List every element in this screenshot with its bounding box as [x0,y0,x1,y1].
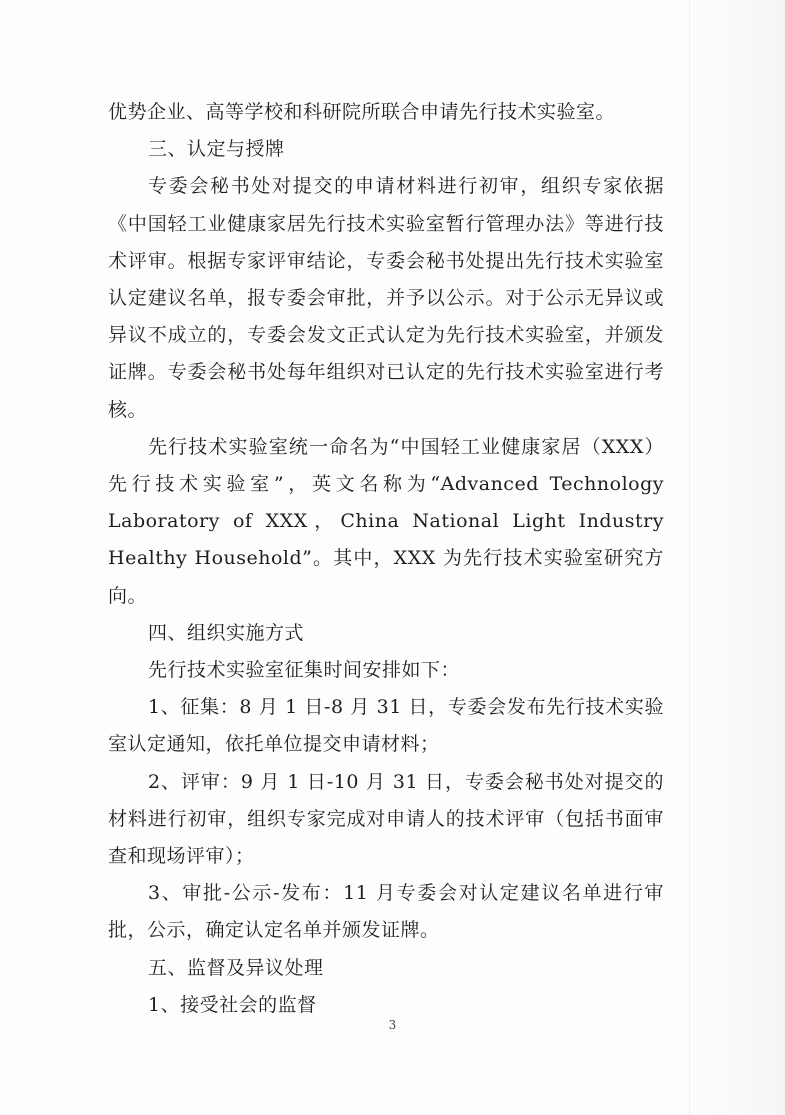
list-item-collection: 1、征集：8 月 1 日-8 月 31 日，专委会发布先行技术实验室认定通知，依托单位提交申请材料； [108,696,664,756]
scan-edge-shadow [689,0,785,1115]
paragraph-review-process: 专委会秘书处对提交的申请材料进行初审，组织专家依据《中国轻工业健康家居先行技术实验室暂行管理办法》等进行技术评审。根据专家评审结论，专委会秘书处提出先行技术实验室认定建议名单，报专委会审批，并予以公示。对于公示无异议或异议不成立的，专委会发文正式认定为先行技术实验室，并颁发证牌。专委会秘书处每年组织对已认定的先行技术实验室进行考核。 [108,175,664,421]
paragraph-continuation: 优势企业、高等学校和科研院所联合申请先行技术实验室。 [108,101,616,123]
section-heading-implementation: 四、组织实施方式 [148,621,305,644]
list-item-review: 2、评审：9 月 1 日-10 月 31 日，专委会秘书处对提交的材料进行初审，组织专家完成对申请人的技术评审（包括书面审查和现场评审）； [108,770,664,868]
list-item-approval: 3、审批-公示-发布：11 月专委会对认定建议名单进行审批，公示，确定认定名单并颁发证牌。 [108,882,664,942]
section-heading-supervision: 五、监督及异议处理 [148,956,324,979]
paragraph-schedule-intro: 先行技术实验室征集时间安排如下： [148,659,461,682]
page-number: 3 [388,1018,397,1032]
document-body [108,94,664,1024]
section-heading-certification: 三、认定与授牌 [148,138,285,161]
scan-edge-line [689,0,690,1115]
paragraph-naming: 先行技术实验室统一命名为“中国轻工业健康家居（XXX）先行技术实验室”，英文名称为“Advanced Technology Laboratory of XXX，China National Light Industry Healthy Household”。其中，XXX 为先行技术实验室研究方向。 [108,435,664,607]
list-item-public-supervision: 1、接受社会的监督 [148,993,317,1016]
